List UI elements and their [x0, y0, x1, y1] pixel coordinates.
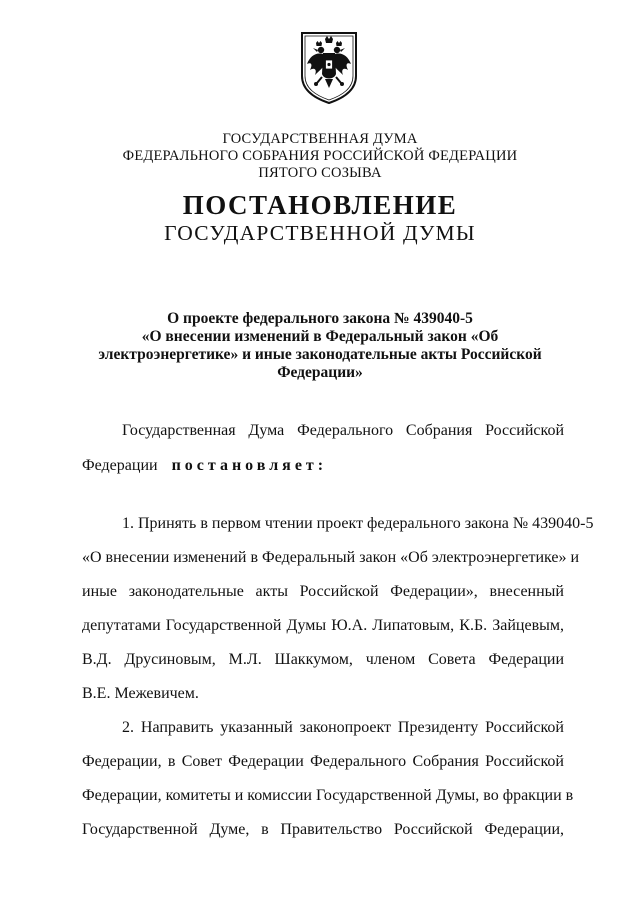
preamble-line-2-start: Федерации: [82, 457, 158, 474]
subject-line-3: электроэнергетике» и иные законодательные акты Российской: [98, 346, 542, 363]
item-1-line-2: «О внесении изменений в Федеральный закон «Об электроэнергетике» и: [82, 549, 580, 566]
item-2-line-2: Федерации, в Совет Федерации Федерального Собрания Российской: [82, 753, 564, 770]
item-1-line-1: 1. Принять в первом чтении проект федерального закона № 439040-5: [122, 515, 594, 532]
convocation-line: ПЯТОГО СОЗЫВА: [258, 165, 382, 181]
item-1-line-5: В.Д. Друсиновым, М.Л. Шаккумом, членом Совета Федерации: [82, 651, 564, 668]
subject-line-4: Федерации»: [277, 364, 363, 381]
document-type-title: ПОСТАНОВЛЕНИЕ: [182, 190, 458, 220]
org-name-line-1: ГОСУДАРСТВЕННАЯ ДУМА: [222, 131, 418, 147]
document-issuer: ГОСУДАРСТВЕННОЙ ДУМЫ: [164, 221, 476, 245]
resolves-keyword: постановляет:: [171, 457, 328, 474]
preamble-line-2: [82, 456, 327, 476]
item-2-line-4: Государственной Думе, в Правительство Российской Федерации,: [82, 821, 564, 838]
russian-coat-of-arms-icon: [298, 30, 360, 106]
item-2-line-1: 2. Направить указанный законопроект Президенту Российской: [122, 719, 564, 736]
item-1-line-3: иные законодательные акты Российской Федерации», внесенный: [82, 583, 564, 600]
item-1-line-6: В.Е. Межевичем.: [82, 685, 199, 702]
subject-line-1: О проекте федерального закона № 439040-5: [167, 310, 473, 327]
item-2-line-3: Федерации, комитеты и комиссии Государственной Думы, во фракции в: [82, 787, 574, 804]
subject-line-2: «О внесении изменений в Федеральный закон «Об: [141, 328, 499, 345]
item-1-line-4: депутатами Государственной Думы Ю.А. Липатовым, К.Б. Зайцевым,: [82, 617, 564, 634]
org-name-line-2: ФЕДЕРАЛЬНОГО СОБРАНИЯ РОССИЙСКОЙ ФЕДЕРАЦИИ: [122, 148, 518, 164]
preamble-line-1: Государственная Дума Федерального Собрания Российской: [122, 422, 564, 439]
